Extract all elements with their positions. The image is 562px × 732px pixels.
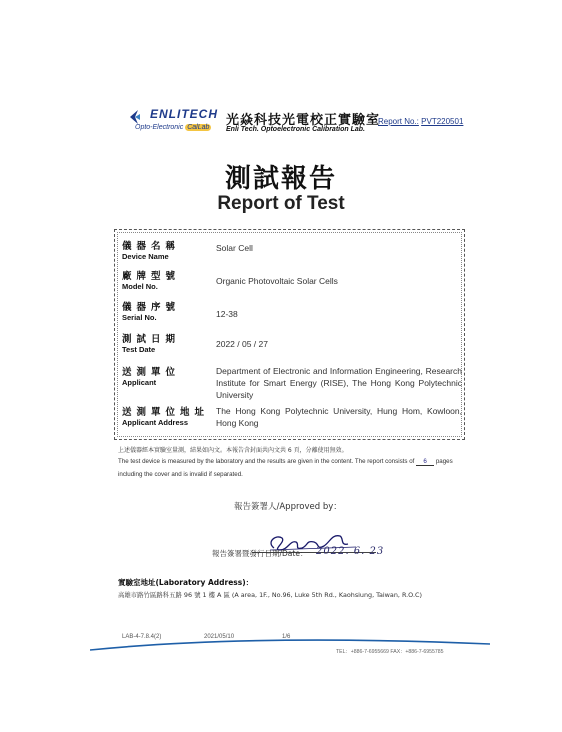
applicant-address-label-en: Applicant Address <box>122 418 188 427</box>
lab-address-text: 高雄市路竹區路科五路 96 號 1 樓 A 區 (A area, 1F., No.96, Luke 5th Rd., Kaohsiung, Taiwan, R.O.C) <box>118 591 422 599</box>
brand-name: ENLITECH <box>150 107 218 121</box>
form-date: 2021/05/10 <box>204 634 235 640</box>
test-date-label-en: Test Date <box>122 345 156 354</box>
form-number: LAB-4-7.8.4(2) <box>122 634 162 640</box>
applicant-address-value: The Hong Kong Polytechnic University, Hung Hom, Kowloon, Hong Kong <box>216 406 462 428</box>
lab-name-chinese: 光焱科技光電校正實驗室 <box>226 113 381 128</box>
page-count: 6 <box>416 458 434 466</box>
test-date-label-cn: 測試日期 <box>122 334 181 345</box>
serial-label-cn: 儀器序號 <box>122 302 181 313</box>
applicant-address-label-cn: 送測單位地址 <box>122 407 210 418</box>
note-english-line2: including the cover and is invalid if separated. <box>118 471 243 478</box>
serial-value: 12-38 <box>216 309 238 319</box>
contact-info: TEL：+886-7-6955669 FAX：+886-7-6955785 <box>336 649 444 655</box>
issue-date-handwritten: 2022. 6. 23 <box>316 546 385 557</box>
serial-label-en: Serial No. <box>122 313 157 322</box>
device-name-label-en: Device Name <box>122 252 169 261</box>
model-label-en: Model No. <box>122 282 158 291</box>
title-english: Report of Test <box>217 193 345 214</box>
model-label-cn: 廠牌型號 <box>122 271 181 282</box>
applicant-label-en: Applicant <box>122 378 157 387</box>
approved-by-label: 報告簽署人/Approved by： <box>234 502 342 512</box>
device-name-label-cn: 儀器名稱 <box>122 241 181 252</box>
test-date-value: 2022 / 05 / 27 <box>216 339 268 349</box>
applicant-value: Department of Electronic and Information Engineering, Research Institute for Smart Energy (RISE), The Hong Kong Polytechnic University <box>216 366 462 400</box>
note-chinese: 上述儀器經本實驗室量測，結果如內文。本報告含封面共內文共 6 頁，分離使用無效。 <box>118 447 348 454</box>
model-value: Organic Photovoltaic Solar Cells <box>216 276 338 286</box>
device-name-value: Solar Cell <box>216 243 253 253</box>
title-chinese: 測試報告 <box>224 164 337 194</box>
applicant-label-cn: 送測單位 <box>122 367 181 378</box>
issue-date-label: 報告簽署暨發行日期/Date： <box>212 549 308 558</box>
brand-subtitle: Opto-Electronic CalLab <box>135 124 210 131</box>
report-number: Report No.: PVT220501 <box>378 117 464 126</box>
lab-name-english: Enli Tech. Optoelectronic Calibration Lab. <box>226 126 365 133</box>
note-english-line1: The test device is measured by the laboratory and the results are given in the content. The report consists of 6 pages <box>118 458 453 465</box>
page-number: 1/6 <box>282 634 291 640</box>
lab-address-title: 實驗室地址(Laboratory Address)： <box>118 578 254 587</box>
